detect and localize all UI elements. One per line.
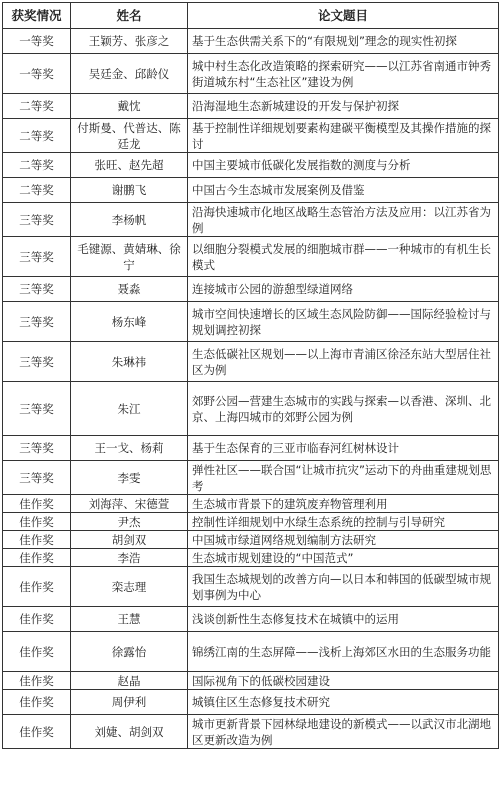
title-cell: 城镇住区生态修复技术研究 [188,690,499,715]
title-cell: 城中村生态化改造策略的探索研究——以江苏省南通市钟秀街道城东村“生态社区”建设为例 [188,54,499,94]
table-row [3,382,499,436]
table-body [3,29,499,749]
title-cell: 基于生态保育的三亚市临春河红树林设计 [188,436,499,461]
award-cell: 佳作奖 [3,672,71,690]
authors-cell: 付斯曼、代普达、陈廷龙 [71,119,188,153]
title-cell: 国际视角下的低碳校园建设 [188,672,499,690]
authors-cell: 赵晶 [71,672,188,690]
award-cell: 三等奖 [3,436,71,461]
award-cell: 佳作奖 [3,690,71,715]
award-cell: 佳作奖 [3,632,71,672]
authors-cell: 聂淼 [71,277,188,302]
table-row [3,153,499,178]
title-cell: 沿海湿地生态新城建设的开发与保护初探 [188,94,499,119]
award-cell: 二等奖 [3,94,71,119]
authors-cell: 李雯 [71,461,188,495]
title-cell: 以细胞分裂模式发展的细胞城市群——一种城市的有机生长模式 [188,237,499,277]
table-row [3,549,499,567]
award-cell: 三等奖 [3,342,71,382]
table-row [3,302,499,342]
table-row [3,715,499,749]
title-cell: 锦绣江南的生态屏障——浅析上海郊区水田的生态服务功能 [188,632,499,672]
authors-cell: 王一戈、杨莉 [71,436,188,461]
title-cell: 我国生态城规划的改善方向—以日本和韩国的低碳型城市规划事例为中心 [188,567,499,607]
authors-cell: 谢鹏飞 [71,178,188,203]
title-cell: 控制性详细规划中水绿生态系统的控制与引导研究 [188,513,499,531]
authors-cell: 尹杰 [71,513,188,531]
title-cell: 浅谈创新性生态修复技术在城镇中的运用 [188,607,499,632]
table-row [3,178,499,203]
header-row [3,3,499,29]
header-award: 获奖情况 [3,3,71,29]
title-cell: 生态城市背景下的建筑废弃物管理利用 [188,495,499,513]
title-cell: 城市更新背景下园林绿地建设的新模式——以武汉市北湖地区更新改造为例 [188,715,499,749]
authors-cell: 吴廷金、邱龄仪 [71,54,188,94]
award-cell: 佳作奖 [3,531,71,549]
table-row [3,342,499,382]
award-cell: 三等奖 [3,302,71,342]
authors-cell: 徐露怡 [71,632,188,672]
authors-cell: 栾志理 [71,567,188,607]
table-row [3,203,499,237]
award-cell: 二等奖 [3,153,71,178]
header-title: 论文题目 [188,3,499,29]
award-cell: 三等奖 [3,461,71,495]
table-row [3,119,499,153]
table-row [3,672,499,690]
table-row [3,531,499,549]
table-row [3,632,499,672]
title-cell: 中国主要城市低碳化发展指数的测度与分析 [188,153,499,178]
award-cell: 佳作奖 [3,607,71,632]
title-cell: 中国城市绿道网络规划编制方法研究 [188,531,499,549]
award-cell: 佳作奖 [3,513,71,531]
table-row [3,94,499,119]
authors-cell: 朱琳祎 [71,342,188,382]
title-cell: 城市空间快速增长的区域生态风险防御——国际经验检讨与规划调控初探 [188,302,499,342]
title-cell: 弹性社区——联合国“让城市抗灾”运动下的舟曲重建规划思考 [188,461,499,495]
authors-cell: 李浩 [71,549,188,567]
table-row [3,690,499,715]
title-cell: 生态城市规划建设的“中国范式” [188,549,499,567]
authors-cell: 胡剑双 [71,531,188,549]
award-cell: 三等奖 [3,237,71,277]
table-row [3,54,499,94]
authors-cell: 毛键源、黄婧琳、徐宁 [71,237,188,277]
authors-cell: 王慧 [71,607,188,632]
title-cell: 基于控制性详细规划要素构建碳平衡模型及其操作措施的探讨 [188,119,499,153]
award-cell: 二等奖 [3,178,71,203]
award-cell: 佳作奖 [3,495,71,513]
table-row [3,237,499,277]
table-row [3,607,499,632]
table-row [3,277,499,302]
authors-cell: 张旺、赵先超 [71,153,188,178]
authors-cell: 王颖芳、张彦之 [71,29,188,54]
table-row [3,495,499,513]
award-cell: 三等奖 [3,382,71,436]
table-row [3,29,499,54]
table-row [3,513,499,531]
award-cell: 一等奖 [3,29,71,54]
award-cell: 佳作奖 [3,549,71,567]
authors-cell: 周伊利 [71,690,188,715]
award-cell: 三等奖 [3,203,71,237]
title-cell: 生态低碳社区规划——以上海市青浦区徐泾东站大型居住社区为例 [188,342,499,382]
title-cell: 连接城市公园的游憩型绿道网络 [188,277,499,302]
table-row [3,567,499,607]
header-authors: 姓名 [71,3,188,29]
authors-cell: 朱江 [71,382,188,436]
title-cell: 中国古今生态城市发展案例及借鉴 [188,178,499,203]
authors-cell: 刘婕、胡剑双 [71,715,188,749]
table-header [3,3,499,29]
award-cell: 二等奖 [3,119,71,153]
authors-cell: 刘海萍、宋德萱 [71,495,188,513]
title-cell: 沿海快速城市化地区战略生态管治方法及应用：以江苏省为例 [188,203,499,237]
title-cell: 基于生态供需关系下的“有限规划”理念的现实性初探 [188,29,499,54]
award-cell: 一等奖 [3,54,71,94]
award-cell: 佳作奖 [3,567,71,607]
award-cell: 三等奖 [3,277,71,302]
table-row [3,461,499,495]
authors-cell: 李杨帆 [71,203,188,237]
table-row [3,436,499,461]
authors-cell: 戴忱 [71,94,188,119]
authors-cell: 杨东峰 [71,302,188,342]
title-cell: 郊野公园—营建生态城市的实践与探索—以香港、深圳、北京、上海四城市的郊野公园为例 [188,382,499,436]
awards-table [2,2,499,749]
award-cell: 佳作奖 [3,715,71,749]
